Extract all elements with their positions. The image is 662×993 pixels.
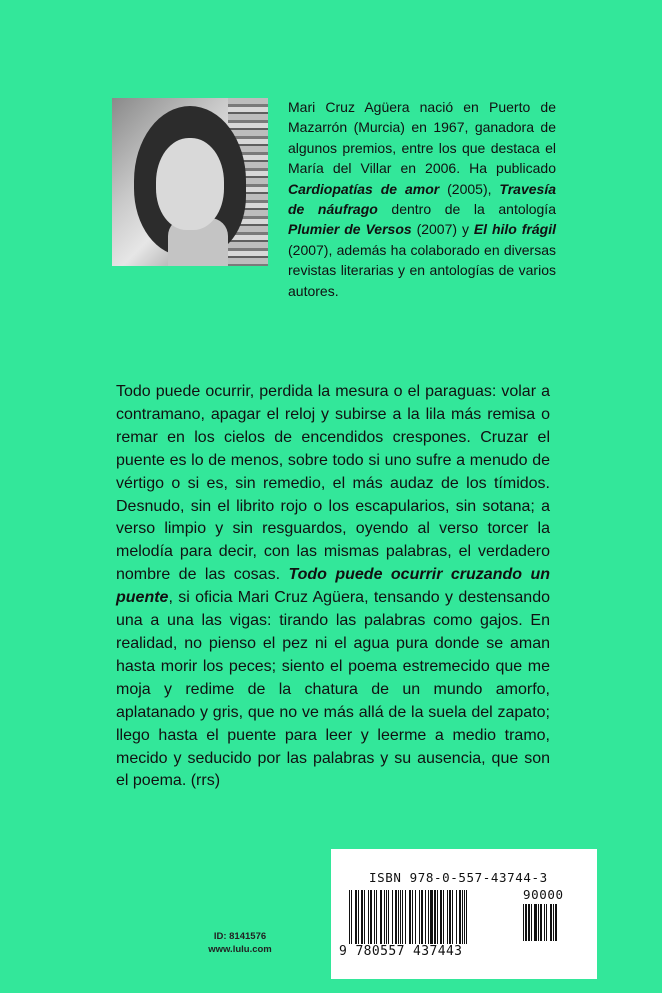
title-emphasis: Cardiopatías de amor (288, 180, 440, 197)
text-run: dentro de la antología (377, 201, 556, 218)
author-bio (288, 97, 556, 301)
title-emphasis: Plumier de Versos (288, 221, 412, 238)
book-blurb (116, 381, 550, 793)
text-run: (2005), (439, 180, 500, 197)
title-emphasis: Todo puede ocurrir cruzando un puente (116, 566, 550, 607)
publisher-id: ID: 8141576 (213, 931, 267, 942)
barcode-bar (466, 890, 467, 944)
barcode-bar (557, 904, 559, 941)
publisher-site: www.lulu.com (208, 944, 272, 955)
text-run: (2007) y (411, 221, 474, 238)
isbn-barcode (331, 849, 597, 979)
text-run: Todo puede ocurrir, perdida la mesura o el paraguas: volar a contramano, apagar el reloj y subirse a la lila más remisa o remar en los cielos de encendidos crespones. Cruzar el puente es lo de menos, sobre todo si uno sufre a menudo de vértigo o si es, sin remedio, el más audaz de los tímidos. Desnudo, sin el librito rojo o los escapularios, sin sotana; a verso limpio y sin resguardos, oyendo al verso torcer la melodía para decir, con las mismas palabras, el verdadero nombre de las cosas. (116, 383, 550, 584)
addon-bars (523, 904, 573, 941)
addon-number: 90000 (523, 887, 564, 902)
text-run: , si oficia Mari Cruz Agüera, tensando y destensando una a una las vigas: tirando las palabras como gajos. En realidad, no pienso el pez ni el agua pura donde se aman hasta morir los peces; siento el poema estremecido que me moja y redime de la chatura de un mundo amorfo, aplatanado y gris, que no ve más allá de la suela del zapato; llego hasta el puente para leer y leerme a medio tramo, mecido y seducido por las palabras y su ausencia, que son el poema. (rrs) (116, 589, 550, 790)
publisher-imprint (208, 930, 272, 956)
title-emphasis: El hilo frágil (473, 221, 556, 238)
text-run: Mari Cruz Agüera nació en Puerto de Mazarrón (Murcia) en 1967, ganadora de algunos premios, entre los que destaca el María del Villar en 2006. Ha publicado (288, 99, 556, 177)
author-photo (112, 98, 268, 266)
ean-digits: 9 780557 437443 (339, 944, 463, 959)
photo-face (156, 138, 224, 230)
isbn-label: ISBN 978-0-557-43744-3 (369, 870, 548, 885)
text-run: (2007), además ha colaborado en diversas revistas literarias y en antologías de varios autores. (288, 241, 556, 299)
title-emphasis: Travesía de náufrago (288, 180, 556, 218)
ean-bars (349, 890, 507, 944)
